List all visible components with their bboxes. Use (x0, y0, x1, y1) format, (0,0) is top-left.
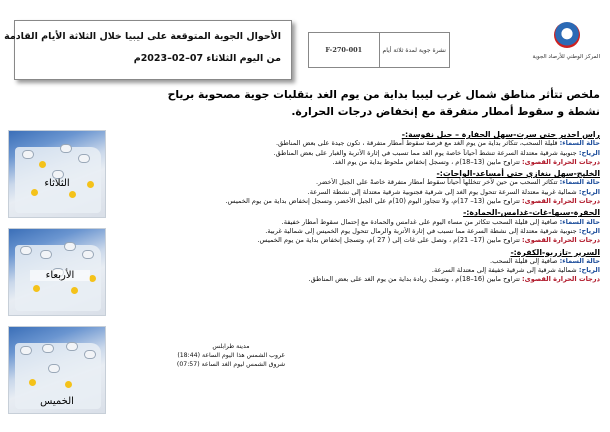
org-logo-icon (554, 22, 580, 48)
temp-line: درجات الحرارة القصوى: تتراوح مابين (17– 21)م ، وتصل على غات إلى ( 27 )م، وتسجل إنخفاض بداية من يوم الخميس. (257, 236, 600, 245)
org-name: المركز الوطني للأرصاد الجوية (532, 54, 600, 60)
weather-summary: ملخص تتأثر مناطق شمال غرب ليبيا بداية من يوم الغد بتقلبات جوية مصحوبة برياح نشطة و سقوط أمطار متفرقة مع إنخفاض درجات الحرارة. (167, 88, 600, 118)
region-title: راس اجدير حتى سرت-سهل الجفارة – جبل نفوسة:- (401, 130, 600, 139)
sky-line: حالة السماء: صافية إلى قليلة السحب. (490, 256, 600, 265)
sky-line: حالة السماء: قليلة السحب، تتكاثر بداية من يوم الغد مع فرصة سقوط أمطار متفرقة ، تكون جيدة على بعض المناطق. (275, 139, 600, 148)
map-day-label: الخميس (40, 396, 74, 407)
regional-forecasts (196, 128, 600, 285)
bulletin-title-box (4, 20, 292, 80)
forecast-map-day1 (8, 130, 106, 218)
org-logo-box (520, 20, 600, 80)
region-title: الجفرة-سبها-غات-غدامس-الحمادة:- (463, 208, 600, 218)
wind-line: الرياح: جنوبية شرقية معتدلة السرعة تنشط أحياناً خاصة يوم الغد مما تسبب في إثارة الأتربة والغبار على بعض المناطق. (273, 148, 600, 157)
sun-city: مدينة طرابلس (212, 343, 250, 350)
temp-line: درجات الحرارة القصوى: تتراوح مابين (13–18)م ، وتسجل إنخفاض ملحوظ بداية من يوم الغد. (332, 157, 600, 166)
region-title: السرير -تازربو-الكفرة:- (510, 247, 600, 257)
region-title: الخليج-سهل بنغازي حتى أمساعد-الواحات:- (436, 169, 600, 179)
sunset-time: غروب الشمس هذا اليوم الساعة (18:44) (177, 352, 285, 359)
sunrise-time: شروق الشمس ليوم الغد الساعة (07:57) (176, 361, 286, 368)
bulletin-title: الأحوال الجوية المتوقعة على ليبيا خلال الثلاثة الأيام القادمة (4, 31, 281, 42)
temp-line: درجات الحرارة القصوى: تتراوح مابين (16–18)م ، وتسجل زيادة بداية من يوم الغد على بعض المناطق. (308, 275, 600, 284)
map-day-label: الثلاثاء (44, 178, 70, 189)
form-code: F-270-001 (325, 46, 363, 54)
wind-line: الرياح: شمالية شرقية إلى شرقية خفيفة إلى معتدلة السرعة. (431, 266, 600, 275)
map-day-label: الأربعاء (30, 270, 90, 281)
form-info-box (308, 32, 450, 68)
form-name: نشرة جوية لمدة ثلاثة أيام (379, 33, 450, 67)
bulletin-date: من اليوم الثلاثاء 07–02–2023م (133, 53, 281, 64)
sun-times (176, 342, 286, 369)
forecast-maps (0, 130, 112, 420)
sky-line: حالة السماء: تتكاثر السحب من حين لآخر تتخللها أحياناً سقوط أمطار متفرقة خاصةً على الجبل الأخضر. (315, 178, 600, 187)
wind-line: الرياح: جنوبية شرقية معتدلة إلى نشطة السرعة مما تسبب في إثارة الأتربة والرمال تتحول يوم الخميس إلى شمالية غربية. (265, 226, 600, 235)
temp-line: درجات الحرارة القصوى: تتراوح مابين (13– 17)م، ولا تتجاوز اليوم (10)م على الجبل الأخضر، وتسجل إنخفاض بداية من يوم الخميس. (225, 197, 600, 206)
wind-line: الرياح: شمالية غربية معتدلة السرعة تتحول يوم الغد إلى شرقية فجنوبية شرقية معتدلة إلى نشطة السرعة. (307, 187, 600, 196)
sky-line: حالة السماء: صافية إلى قليلة السحب تتكاثر من مساء اليوم على غدامس والحمادة مع إحتمال سقوط أمطار خفيفة. (281, 217, 600, 226)
